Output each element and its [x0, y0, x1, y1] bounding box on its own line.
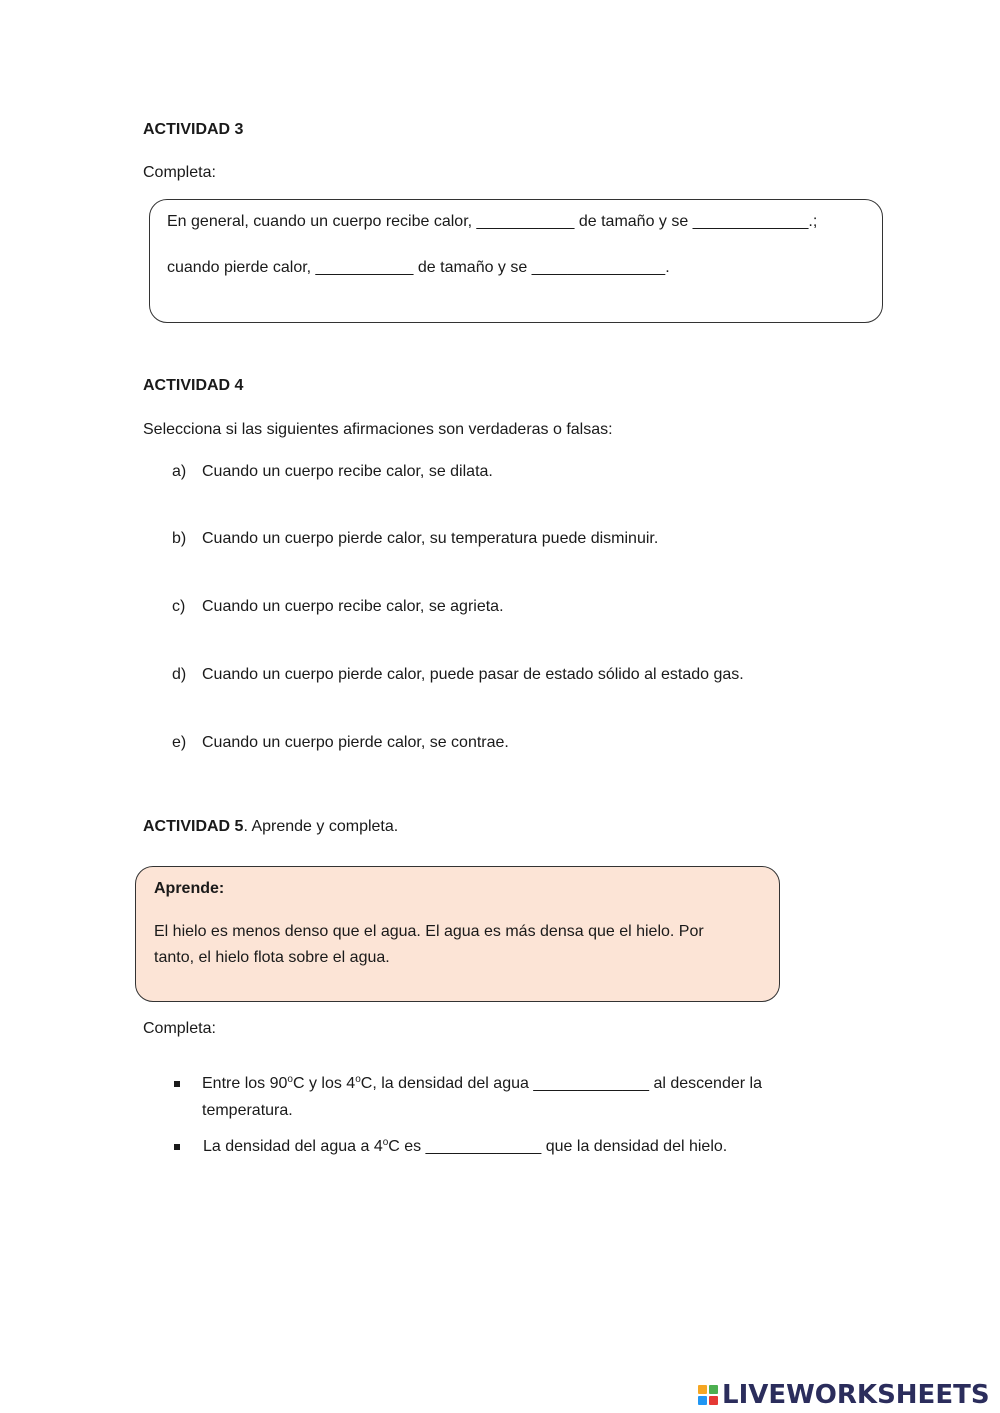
bullet-1-marker	[174, 1081, 180, 1087]
activity5-heading	[143, 818, 398, 836]
statement-d-letter: d)	[172, 666, 187, 683]
activity4-title: ACTIVIDAD 4	[143, 377, 244, 394]
activity3-title: ACTIVIDAD 3	[143, 121, 244, 138]
learn-heading: Aprende:	[154, 880, 225, 897]
statement-b-letter: b)	[172, 530, 187, 547]
liveworksheets-logo[interactable]	[698, 1380, 990, 1410]
activity5-title-suffix: . Aprende y completa.	[243, 818, 399, 835]
learn-line2: tanto, el hielo flota sobre el agua.	[154, 949, 390, 966]
activity5-instruction: Completa:	[143, 1020, 216, 1037]
bullet-1-line2: temperatura.	[202, 1102, 293, 1119]
statement-c-letter: c)	[172, 598, 186, 615]
learn-line1: El hielo es menos denso que el agua. El agua es más densa que el hielo. Por	[154, 923, 704, 940]
statement-c-text: Cuando un cuerpo recibe calor, se agrieta.	[202, 598, 504, 615]
statement-e-text: Cuando un cuerpo pierde calor, se contrae.	[202, 734, 509, 751]
statement-d-text: Cuando un cuerpo pierde calor, puede pasar de estado sólido al estado gas.	[202, 666, 744, 683]
logo-text: LIVEWORKSHEETS	[722, 1380, 990, 1410]
bullet-2-marker	[174, 1144, 180, 1150]
statement-a-text: Cuando un cuerpo recibe calor, se dilata.	[202, 463, 493, 480]
activity4-instruction: Selecciona si las siguientes afirmaciones son verdaderas o falsas:	[143, 421, 613, 438]
activity3-line2: cuando pierde calor, ___________ de tamaño y se _______________.	[167, 259, 670, 276]
activity3-line1: En general, cuando un cuerpo recibe calor, ___________ de tamaño y se _____________.;	[167, 213, 818, 230]
logo-icon	[698, 1385, 718, 1405]
bullet-1-text: Entre los 90$^o$C y los 4$^o$C, la densidad del agua _____________ al descender la	[202, 1074, 762, 1092]
statement-b-text: Cuando un cuerpo pierde calor, su temperatura puede disminuir.	[202, 530, 659, 547]
activity5-title: ACTIVIDAD 5	[143, 818, 244, 835]
activity3-instruction: Completa:	[143, 164, 216, 181]
statement-a-letter: a)	[172, 463, 187, 480]
statement-e-letter: e)	[172, 734, 187, 751]
bullet-2-text: La densidad del agua a 4$^o$C es _____________ que la densidad del hielo.	[203, 1137, 728, 1155]
